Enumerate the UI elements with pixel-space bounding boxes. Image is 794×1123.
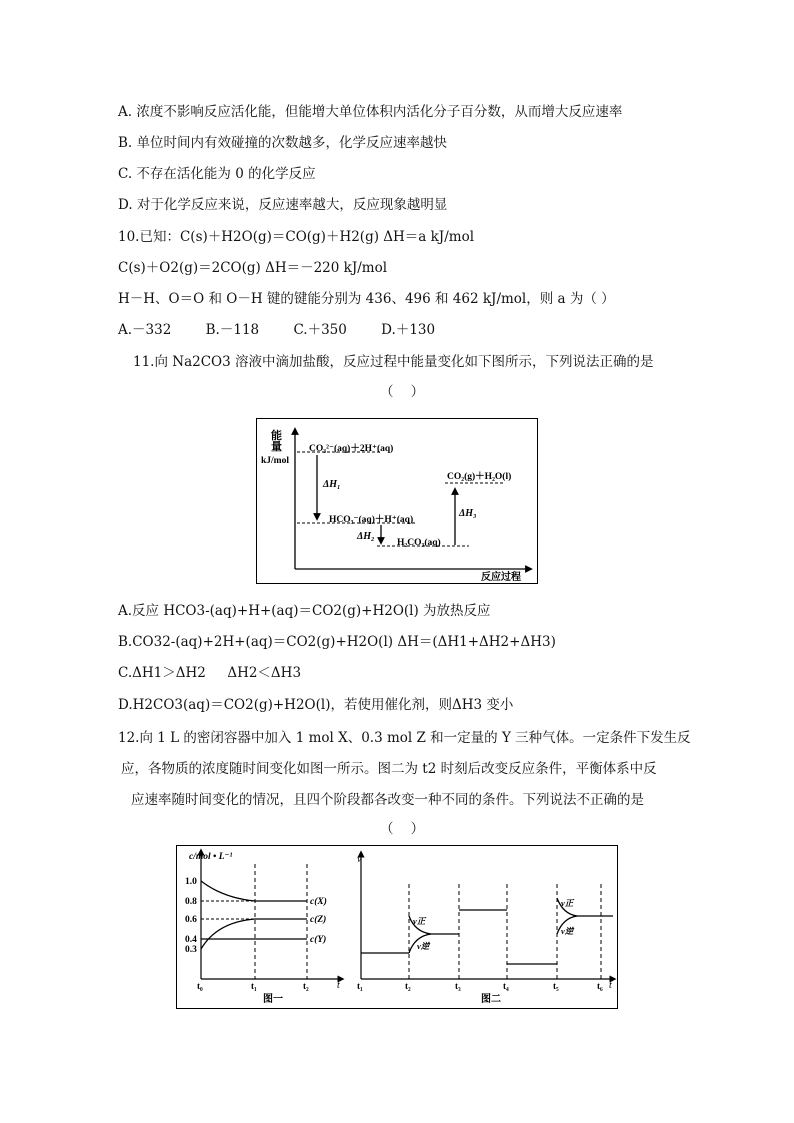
energy-diagram-svg [257,419,537,583]
fig1-xtick-t2: t₂ [303,981,309,991]
fig1-ytick-0.8: 0.8 [185,897,197,907]
q12-answer-paren: （ ） [380,821,425,837]
y-label-1: 能 [271,430,282,442]
q10-stem: 10.已知：C(s)＋H2O(g)＝CO(g)＋H2(g) ΔH＝a kJ/mol [118,229,475,245]
x-label: 反应过程 [481,572,521,583]
fig1-ytick-1.0: 1.0 [185,877,197,887]
fig2-y-label: v [357,854,362,865]
fig1-title: 图一 [263,994,283,1005]
fig1-legend-y: c(Y) [310,935,327,945]
fig2-xtick-t6: t₆ [597,981,603,991]
fig1-x-label: t [337,980,340,991]
fig1-curve-x [201,881,307,901]
fig1-ytick-0.6: 0.6 [185,915,197,925]
q9-option-c: C. 不存在活化能为 0 的化学反应 [118,166,316,182]
fig2-xtick-t3: t₃ [455,981,461,991]
q11-option-b: B.CO32-(aq)+2H+(aq)＝CO2(g)+H2O(l) ΔH＝(ΔH1+ΔH2+ΔH3) [118,634,556,650]
fig2-label-v-reverse-2: v逆 [561,926,574,936]
fig2-x-label: t [609,980,612,991]
q11-stem: 11.向 Na2CO3 溶液中滴加盐酸，反应过程中能量变化如下图所示，下列说法正确的是 [133,354,654,370]
y-label-2: 量 [271,441,282,453]
q9-option-d: D. 对于化学反应来说，反应速率越大，反应现象越明显 [118,197,448,213]
level-4-label: CO₂(g)＋H₂O(l) [447,472,512,482]
q12-figures-svg [177,846,617,1008]
fig2-xtick-t1: t₁ [357,981,363,991]
q11-option-d: D.H2CO3(aq)＝CO2(g)+H2O(l)，若使用催化剂，则ΔH3 变小 [118,697,514,713]
q9-option-b: B. 单位时间内有效碰撞的次数越多，化学反应速率越快 [118,135,448,151]
fig1-legend-x: c(X) [310,897,327,907]
fig1-xtick-t1: t₁ [251,981,257,991]
q12-figures [176,845,618,1009]
q12-line-1: 12.向 1 L 的密闭容器中加入 1 mol X、0.3 mol Z 和一定量的 Y 三种气体。一定条件下发生反 [118,730,691,746]
q10-bond-energies: H－H、O＝O 和 O－H 键的键能分别为 436、496 和 462 kJ/mol，则 a 为（ ） [118,291,615,307]
q11-option-a: A.反应 HCO3-(aq)+H+(aq)＝CO2(g)+H2O(l) 为放热反应 [118,603,491,619]
fig1-y-label: c/mol • L⁻¹ [189,852,233,862]
fig2-title: 图二 [481,994,501,1005]
q11-answer-paren: （ ） [380,384,425,400]
fig2-xtick-t4: t₄ [503,981,509,991]
q11-energy-diagram [256,418,538,584]
fig2-label-v-reverse-1: v逆 [417,941,430,951]
fig1-legend-z: c(Z) [310,915,327,925]
dh3-label: ΔH₃ [459,508,477,519]
level-1-label: CO₃²⁻(aq)＋2H⁺(aq) [309,444,394,454]
fig2-label-v-forward-1: v正 [413,916,426,926]
q10-options: A.－332 B.－118 C.＋350 D.＋130 [118,322,436,338]
level-3-label: H₂CO₃(aq) [397,538,441,548]
level-2-label: HCO₃⁻(aq)＋H⁺(aq) [329,515,414,525]
dh2-label: ΔH₂ [357,531,375,542]
q11-option-c: C.ΔH1＞ΔH2 ΔH2＜ΔH3 [118,665,302,681]
q10-equation-2: C(s)＋O2(g)＝2CO(g) ΔH＝－220 kJ/mol [118,260,388,276]
q12-line-3: 应速率随时间变化的情况，且四个阶段都各改变一种不同的条件。下列说法不正确的是 [131,792,644,808]
fig2-xtick-t5: t₅ [553,981,559,991]
fig2-xtick-t2: t₂ [405,981,411,991]
q12-line-2: 应，各物质的浓度随时间变化如图一所示。图二为 t2 时刻后改变反应条件，平衡体系中反 [121,761,657,777]
y-unit: kJ/mol [261,456,289,466]
fig1-xtick-t0: t₀ [197,981,203,991]
fig2-label-v-forward-2: v正 [561,898,574,908]
fig1-curve-z [201,919,307,949]
dh1-label: ΔH₁ [323,479,341,490]
fig1-ytick-0.3: 0.3 [185,945,197,955]
fig1-ytick-0.4: 0.4 [185,935,197,945]
q9-option-a: A. 浓度不影响反应活化能，但能增大单位体积内活化分子百分数，从而增大反应速率 [118,104,623,120]
